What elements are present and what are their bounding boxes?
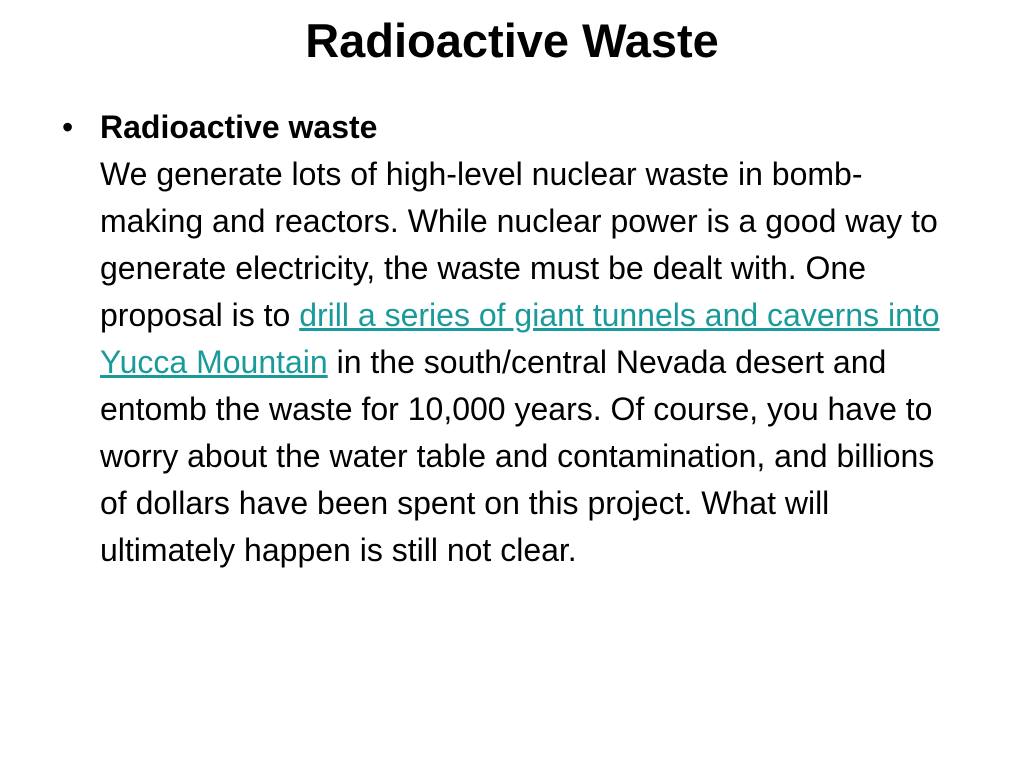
bullet-heading: Radioactive waste — [100, 109, 378, 145]
bullet-item — [62, 104, 962, 574]
yucca-mountain-link[interactable]: drill a series of giant tunnels and caverns into Yucca Mountain — [100, 297, 940, 380]
slide-title: Radioactive Waste — [305, 14, 719, 67]
bullet-list — [62, 104, 962, 574]
body-text-after-link: in the south/central Nevada desert and entomb the waste for 10,000 years. Of course, you have to worry about the water table and contamination, and billions of dollars have been spent on this project. What will ultimately happen is still not clear. — [100, 344, 935, 568]
bullet-icon: • — [62, 109, 74, 145]
body-text-before-link: We generate lots of high-level nuclear waste in bomb-making and reactors. While nuclear power is a good way to generate electricity, the waste must be dealt with. One proposal is to — [100, 156, 938, 333]
